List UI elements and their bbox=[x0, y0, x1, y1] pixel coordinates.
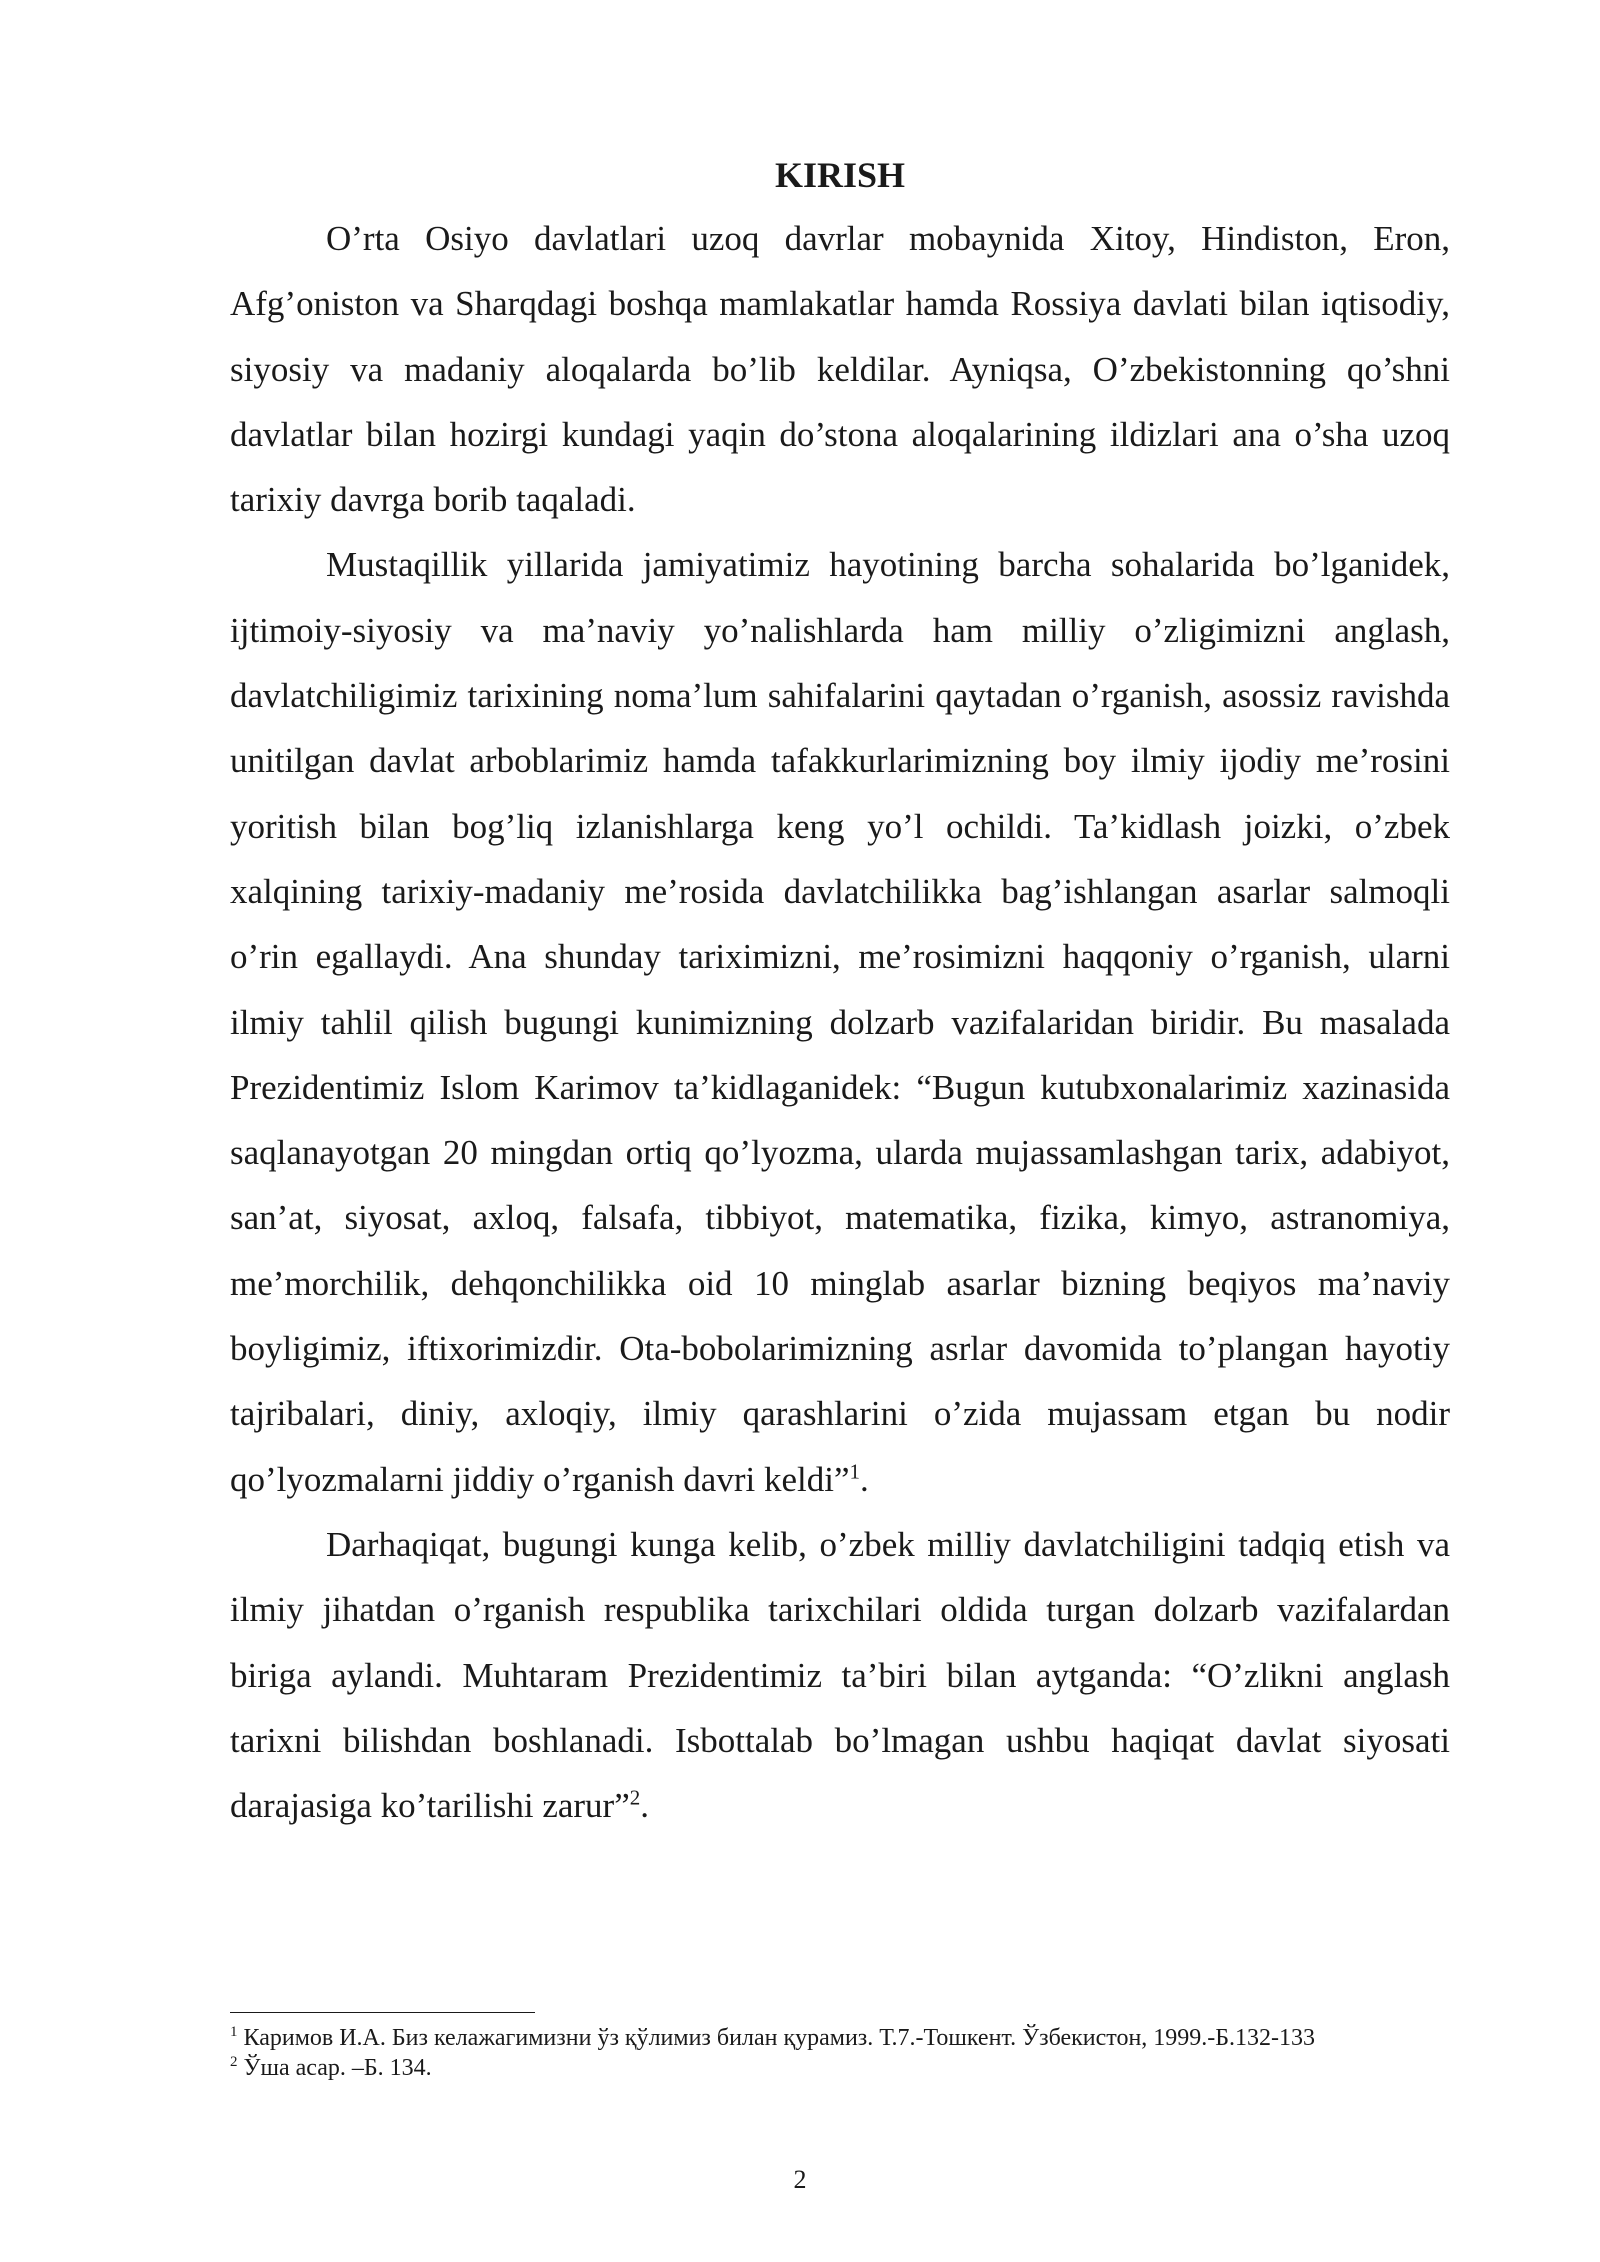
page-number: 2 bbox=[793, 2165, 807, 2194]
footnote-separator bbox=[230, 2012, 535, 2013]
footnote-text: Каримов И.А. Биз келажагимизни ўз қўлимиз билан қурамиз. Т.7.-Тошкент. Ўзбекистон, 1999.-Б.132-133 bbox=[237, 2025, 1316, 2051]
document-page bbox=[230, 150, 1450, 1838]
footnote-reference[interactable]: 2 bbox=[629, 1785, 641, 1810]
paragraph-tail: . bbox=[640, 1786, 649, 1826]
paragraph-text: O’rta Osiyo davlatlari uzoq davrlar mobaynida Xitoy, Hindiston, Eron, Afg’oniston va Sharqdagi boshqa mamlakatlar hamda Rossiya davlati bilan iqtisodiy, siyosiy va madaniy aloqalarda bo’lib keldilar. Ayniqsa, O’zbekistonning qo’shni davlatlar bilan hozirgi kundagi yaqin do’stona aloqalarining ildizlari ana o’sha uzoq tarixiy davrga borib taqaladi. bbox=[230, 219, 1450, 520]
paragraph-text: Darhaqiqat, bugungi kunga kelib, o’zbek milliy davlatchiligini tadqiq etish va ilmiy jihatdan o’rganish respublika tarixchilari oldida turgan dolzarb vazifalardan biriga aylandi. Muhtaram Prezidentimiz ta’biri bilan aytganda: “O’zlikni anglash tarixni bilishdan boshlanadi. Isbottalab bo’lmagan ushbu haqiqat davlat siyosati darajasiga ko’tarilishi zarur” bbox=[230, 1524, 1450, 1826]
footnote-number: 1 bbox=[230, 2024, 238, 2040]
section-title: KIRISH bbox=[774, 155, 906, 195]
footnote-1 bbox=[230, 2023, 1430, 2053]
paragraph-tail: . bbox=[859, 1459, 869, 1499]
footnote-reference[interactable]: 1 bbox=[849, 1458, 860, 1483]
footnote-2 bbox=[230, 2053, 1450, 2083]
footnote-text: Ўша асар. –Б. 134. bbox=[237, 2055, 432, 2081]
paragraph-conclusion bbox=[230, 1512, 1450, 1838]
footnote-number: 2 bbox=[230, 2054, 238, 2070]
paragraph-independence bbox=[230, 532, 1450, 1511]
paragraph-text: Mustaqillik yillarida jamiyatimiz hayotining barcha sohalarida bo’lganidek, ijtimoiy-siyosiy va ma’naviy yo’nalishlarda ham milliy o’zligimizni anglash, davlatchiligimiz tarixining noma’lum sahifalarini qaytadan o’rganish, asossiz ravishda unitilgan davlat arboblarimiz hamda tafakkurlarimizning boy ilmiy ijodiy me’rosini yoritish bilan bog’liq izlanishlarga keng yo’l ochildi. Ta’kidlash joizki, o’zbek xalqining tarixiy-madaniy me’rosida davlatchilikka bag’ishlangan asarlar salmoqli o’rin egallaydi. Ana shunday tariximizni, me’rosimizni haqqoniy o’rganish, ularni ilmiy tahlil qilish bugungi kunimizning dolzarb vazifalaridan biridir. Bu masalada Prezidentimiz Islom Karimov ta’kidlaganidek: “Bugun kutubxonalarimiz xazinasida saqlanayotgan 20 mingdan ortiq qo’lyozma, ularda mujassamlashgan tarix, adabiyot, san’at, siyosat, axloq, falsafa, tibbiyot, matematika, fizika, kimyo, astranomiya, me’morchilik, dehqonchilikka oid 10 minglab asarlar bizning beqiyos ma’naviy boyligimiz, iftixorimizdir. Ota-bobolarimizning asrlar davomida to’plangan hayotiy tajribalari, diniy, axloqiy, ilmiy qarashlarini o’zida mujassam etgan bu nodir qo’lyozmalarni jiddiy o’rganish davri keldi” bbox=[230, 545, 1450, 1499]
paragraph-intro bbox=[230, 206, 1450, 532]
footnotes-section bbox=[230, 2012, 1450, 2083]
